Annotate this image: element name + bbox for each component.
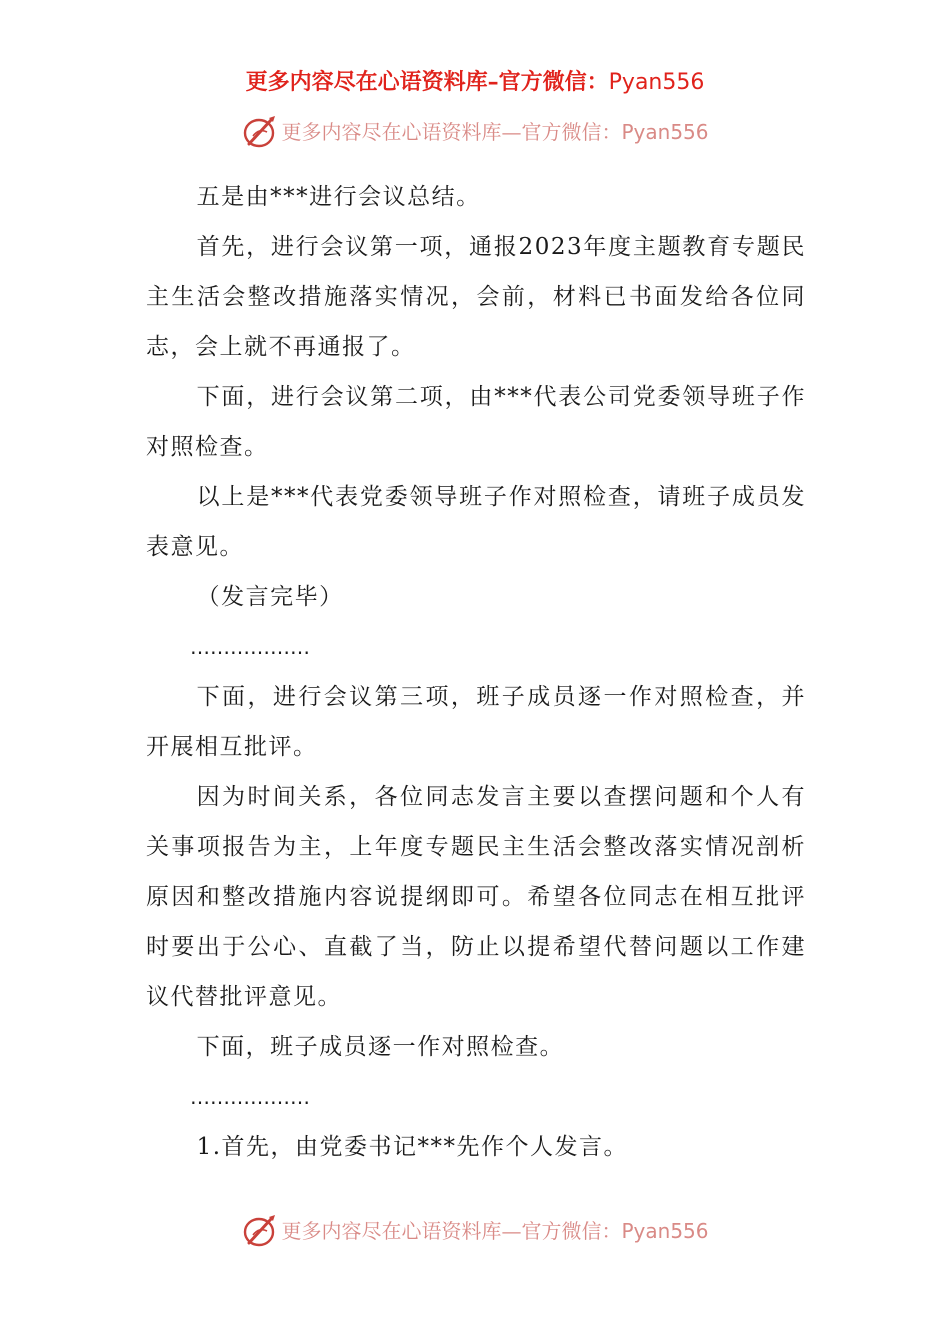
- paragraph: 1.首先，由党委书记***先作个人发言。: [196, 1134, 629, 1160]
- header-watermark: [0, 112, 950, 152]
- paragraph: 五是由***进行会议总结。: [196, 184, 481, 210]
- footer-watermark-wechat-id: Pyan556: [621, 1219, 709, 1243]
- ellipsis-line: ………………: [190, 635, 310, 659]
- header-watermark-text: [281, 114, 708, 150]
- paragraph: （发言完毕）: [196, 584, 344, 610]
- paragraph: 首先，进行会议第一项，通报2023年度主题教育专题民主生活会整改措施落实情况，会前，材料已书面发给各位同志，会上就不再通报了。: [146, 234, 806, 360]
- footer-watermark: [0, 1211, 950, 1251]
- document-body: [146, 172, 806, 1172]
- ellipsis-line: ………………: [190, 1085, 310, 1109]
- header-banner-wechat-id: Pyan556: [608, 70, 705, 95]
- header-banner: [0, 66, 950, 99]
- header-watermark-wechat-id: Pyan556: [621, 120, 709, 144]
- header-banner-text: 更多内容尽在心语资料库–官方微信：: [245, 69, 609, 95]
- paragraph: 以上是***代表党委领导班子作对照检查，请班子成员发表意见。: [146, 484, 806, 560]
- paragraph: 因为时间关系，各位同志发言主要以查摆问题和个人有关事项报告为主，上年度专题民主生活会整改落实情况剖析原因和整改措施内容说提纲即可。希望各位同志在相互批评时要出于公心、直截了当，防止以提希望代替问题以工作建议代替批评意见。: [146, 784, 806, 1010]
- pen-circle-logo-icon: [241, 1213, 279, 1249]
- paragraph: 下面，班子成员逐一作对照检查。: [196, 1034, 565, 1060]
- header-watermark-label: 更多内容尽在心语资料库—官方微信：: [281, 120, 622, 144]
- footer-watermark-text: [281, 1213, 708, 1249]
- paragraph: 下面，进行会议第二项，由***代表公司党委领导班子作对照检查。: [146, 384, 806, 460]
- pen-circle-logo-icon: [241, 114, 279, 150]
- footer-watermark-label: 更多内容尽在心语资料库—官方微信：: [281, 1219, 622, 1243]
- paragraph: 下面，进行会议第三项，班子成员逐一作对照检查，并开展相互批评。: [146, 684, 806, 760]
